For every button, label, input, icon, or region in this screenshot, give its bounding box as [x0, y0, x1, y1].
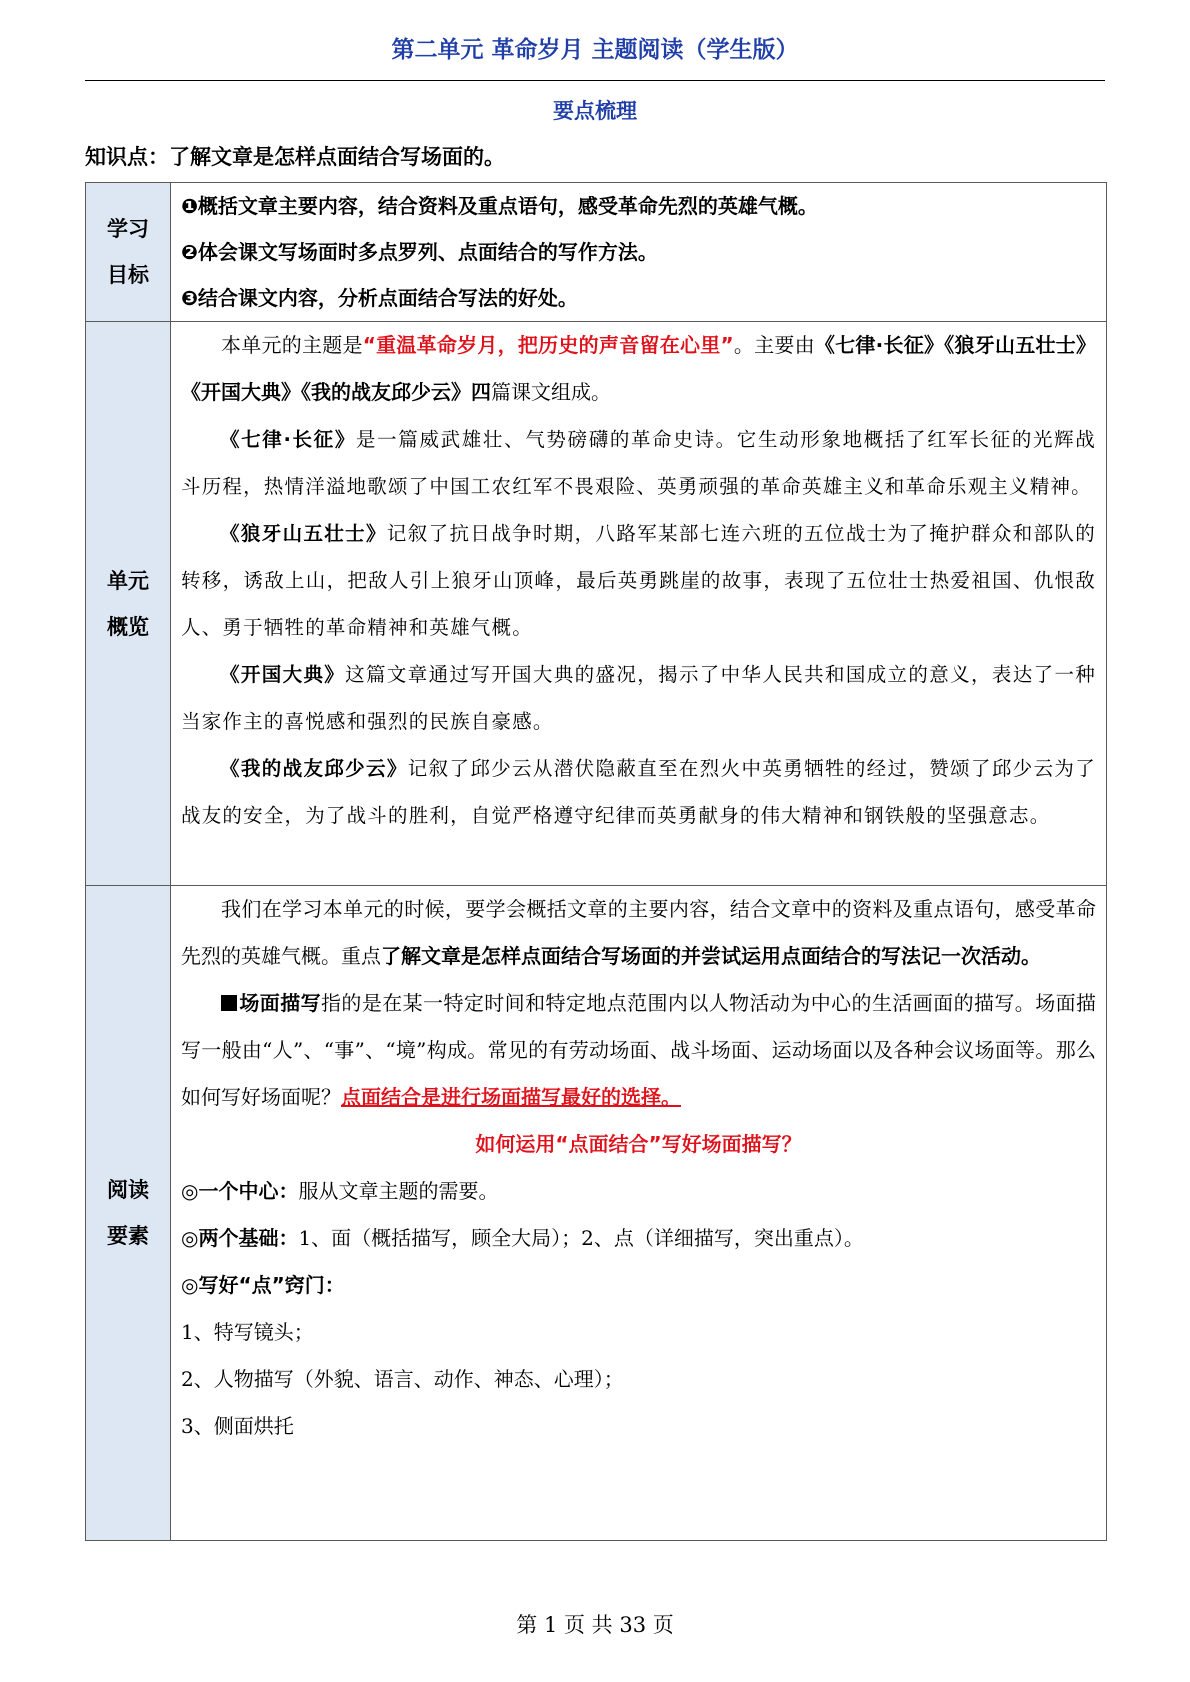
goal-item: ❶概括文章主要内容，结合资料及重点语句，感受革命先烈的英雄气概。 — [181, 194, 818, 218]
goals-content — [171, 183, 1107, 322]
reading-content — [171, 886, 1107, 1541]
tips-heading: ◎写好“点”窍门： — [181, 1273, 345, 1297]
reading-row — [86, 886, 1107, 1541]
tip-item: 1、特写镜头； — [181, 1320, 314, 1344]
overview-row — [86, 322, 1107, 886]
overview-content — [171, 322, 1107, 886]
tip-item: 3、侧面烘托 — [181, 1414, 294, 1438]
scene-description-paragraph: 场面描写指的是在某一特定时间和特定地点范围内以人物活动为中心的生活画面的描写。场面描写一般由“人”、“事”、“境”构成。常见的有劳动场面、战斗场面、运动场面以及各种会议场面等。那么如何写好场面呢？点面结合是进行场面描写最好的选择。 — [181, 991, 1097, 1109]
reading-label: 阅读 要素 — [86, 886, 171, 1541]
lesson-summary: 《开国大典》这篇文章通过写开国大典的盛况，揭示了中华人民共和国成立的意义，表达了一种当家作主的喜悦感和强烈的民族自豪感。 — [181, 663, 1097, 733]
lesson-summary: 《我的战友邱少云》记叙了邱少云从潜伏隐蔽直至在烈火中英勇牺牲的经过，赞颂了邱少云为了战友的安全，为了战斗的胜利，自觉严格遵守纪律而英勇献身的伟大精神和钢铁般的坚强意志。 — [181, 757, 1096, 827]
goals-label: 学习 目标 — [86, 183, 171, 322]
square-bullet-icon — [221, 995, 237, 1011]
goal-item: ❸结合课文内容，分析点面结合写法的好处。 — [181, 286, 578, 310]
overview-label: 单元 概览 — [86, 322, 171, 886]
one-center-line: ◎一个中心：服从文章主题的需要。 — [181, 1179, 499, 1203]
summary-table — [85, 182, 1107, 1541]
reading-paragraph: 我们在学习本单元的时候，要学会概括文章的主要内容，结合文章中的资料及重点语句，感受革命先烈的英雄气概。重点了解文章是怎样点面结合写场面的并尝试运用点面结合的写法记一次活动。 — [181, 897, 1096, 968]
two-basis-line: ◎两个基础：1、面（概括描写，顾全大局）；2、点（详细描写，突出重点）。 — [181, 1226, 864, 1250]
overview-intro: 本单元的主题是“重温革命岁月，把历史的声音留在心里”。主要由《七律·长征》《狼牙山五壮士》《开国大典》《我的战友邱少云》四篇课文组成。 — [181, 333, 1096, 404]
header-divider — [85, 80, 1105, 81]
goal-item: ❷体会课文写场面时多点罗列、点面结合的写作方法。 — [181, 240, 658, 264]
section-title: 要点梳理 — [553, 99, 637, 123]
page-footer: 第 1 页 共 33 页 — [516, 1613, 674, 1637]
document-header: 第二单元 革命岁月 主题阅读（学生版） — [391, 37, 799, 63]
goals-row — [86, 183, 1107, 322]
tip-item: 2、人物描写（外貌、语言、动作、神态、心理）； — [181, 1367, 624, 1391]
lesson-summary: 《七律·长征》是一篇威武雄壮、气势磅礴的革命史诗。它生动形象地概括了红军长征的光辉战斗历程，热情洋溢地歌颂了中国工农红军不畏艰险、英勇顽强的革命英雄主义和革命乐观主义精神。 — [181, 428, 1096, 498]
knowledge-point: 知识点：了解文章是怎样点面结合写场面的。 — [85, 145, 505, 169]
reading-subheading: 如何运用“点面结合”写好场面描写？ — [475, 1132, 802, 1156]
lesson-summary: 《狼牙山五壮士》记叙了抗日战争时期，八路军某部七连六班的五位战士为了掩护群众和部队的转移，诱敌上山，把敌人引上狼牙山顶峰，最后英勇跳崖的故事，表现了五位壮士热爱祖国、仇恨敌人、勇于牺牲的革命精神和英雄气概。 — [181, 522, 1096, 639]
